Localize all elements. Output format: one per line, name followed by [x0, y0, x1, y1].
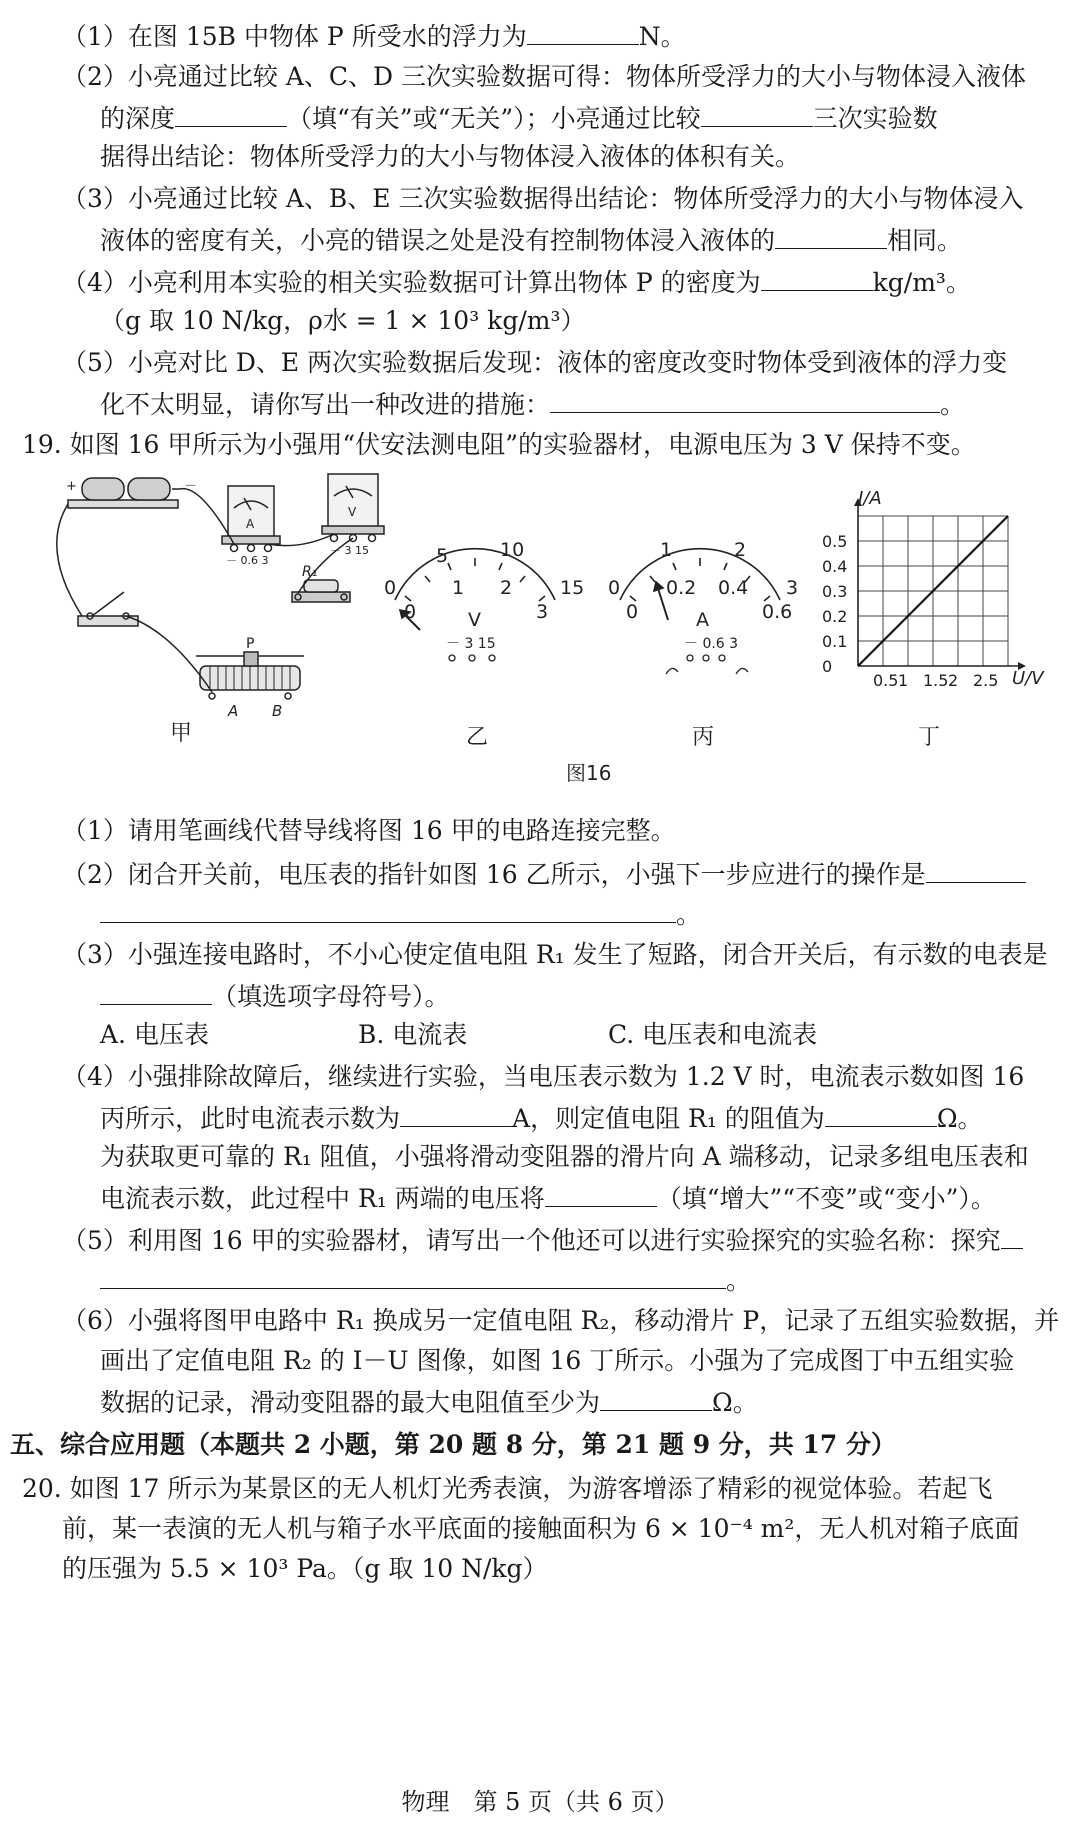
voltmeter-letter: V — [348, 505, 357, 519]
a-bot-02: 0.2 — [666, 577, 697, 599]
answer-blank[interactable] — [400, 1104, 512, 1127]
answer-blank[interactable] — [1001, 1226, 1023, 1249]
label-jia: 甲 — [170, 721, 193, 746]
q18-sub5-line2: 化不太明显，请你写出一种改进的措施： 。 — [100, 390, 966, 419]
answer-blank[interactable] — [100, 982, 212, 1005]
switch — [78, 592, 138, 626]
q18-sub4-line2: （g 取 10 N/kg，ρ水 = 1 × 10³ kg/m³） — [100, 306, 586, 335]
a-terminals: － 0.6 3 — [684, 636, 739, 652]
v-top-10: 10 — [500, 539, 525, 561]
battery-minus: － — [184, 479, 198, 494]
a-unit: A — [696, 609, 709, 631]
ammeter-letter: A — [246, 517, 255, 531]
answer-blank[interactable] — [775, 226, 887, 249]
q19-sub3-line2: （填选项字母符号）。 — [100, 982, 450, 1009]
q19-sub6-line3: 数据的记录，滑动变阻器的最大电阻值至少为 Ω。 — [100, 1388, 758, 1417]
label-bing: 丙 — [692, 725, 715, 750]
end-b-label: B — [272, 702, 283, 720]
y-tick-label: 0 — [822, 657, 833, 676]
answer-blank[interactable] — [701, 104, 813, 127]
answer-blank[interactable] — [761, 268, 873, 291]
voltmeter-terminals: － 3 15 — [330, 544, 369, 557]
figure-ding-chart — [822, 498, 1026, 690]
label-yi: 乙 — [466, 725, 489, 750]
chart-xlabel: U/V — [1012, 668, 1044, 689]
a-bot-04: 0.4 — [718, 577, 749, 599]
answer-blank[interactable] — [527, 22, 639, 45]
q19-sub6-line1: （6）小强将图甲电路中 R₁ 换成另一定值电阻 R₂，移动滑片 P，记录了五组实验数据，并 — [62, 1306, 1060, 1335]
q19-sub1: （1）请用笔画线代替导线将图 16 甲的电路连接完整。 — [62, 816, 676, 845]
figure-16 — [0, 470, 1080, 810]
q19-sub4-line1: （4）小强排除故障后，继续进行实验，当电压表示数为 1.2 V 时，电流表示数如图 16 — [62, 1062, 1025, 1091]
a-top-3: 3 — [786, 577, 799, 599]
rheostat — [196, 652, 304, 699]
answer-blank[interactable] — [100, 900, 676, 923]
a-terminal-dots — [666, 655, 748, 674]
label-ding: 丁 — [918, 725, 941, 750]
v-bot-3: 3 — [536, 601, 549, 623]
answer-blank[interactable] — [825, 1104, 937, 1127]
figure-caption: 图16 — [566, 761, 612, 785]
resistor-r1 — [292, 580, 350, 602]
answer-blank[interactable] — [926, 860, 1026, 883]
q18-sub3-line1: （3）小亮通过比较 A、B、E 三次实验数据得出结论：物体所受浮力的大小与物体浸入 — [62, 184, 1024, 213]
a-bot-0: 0 — [626, 601, 639, 623]
y-tick-label: 0.5 — [822, 532, 848, 551]
x-tick-label: 0.5 — [873, 671, 899, 690]
q19-stem: 19. 如图 16 甲所示为小强用“伏安法测电阻”的实验器材，电源电压为 3 V 保持不变。 — [22, 430, 976, 459]
end-a-label: A — [228, 702, 239, 720]
a-top-2: 2 — [734, 539, 747, 561]
figure-jia — [57, 474, 384, 720]
q19-sub5-line1: （5）利用图 16 甲的实验器材，请写出一个他还可以进行实验探究的实验名称：探究 — [62, 1226, 1023, 1253]
v-top-0: 0 — [384, 577, 397, 599]
q18-sub4-line1: （4）小亮利用本实验的相关实验数据可计算出物体 P 的密度为 kg/m³。 — [62, 268, 971, 297]
q19-sub4-line4: 电流表示数，此过程中 R₁ 两端的电压将 （填“增大”“不变”或“变小”）。 — [100, 1184, 996, 1213]
q19-sub4-line3: 为获取更可靠的 R₁ 阻值，小强将滑动变阻器的滑片向 A 端移动，记录多组电压表和 — [100, 1142, 1029, 1171]
answer-blank[interactable] — [175, 104, 287, 127]
answer-blank[interactable] — [550, 390, 940, 413]
q20-line1: 20. 如图 17 所示为某景区的无人机灯光秀表演，为游客增添了精彩的视觉体验。若起飞 — [22, 1474, 993, 1503]
ammeter-terminals: － 0.6 3 — [226, 554, 269, 567]
v-top-15: 15 — [560, 577, 585, 599]
chart-ylabel: I/A — [858, 488, 882, 509]
q19-option-a: A. 电压表 — [100, 1020, 209, 1049]
slider-label: P — [246, 636, 255, 652]
answer-blank[interactable] — [545, 1184, 657, 1207]
battery-pack — [68, 478, 180, 508]
q20-line2: 前，某一表演的无人机与箱子水平底面的接触面积为 6 × 10⁻⁴ m²，无人机对箱子底面 — [62, 1514, 1020, 1543]
q18-sub2-line3: 据得出结论：物体所受浮力的大小与物体浸入液体的体积有关。 — [100, 142, 801, 171]
y-tick-label: 0.4 — [822, 557, 848, 576]
q19-sub6-line2: 画出了定值电阻 R₂ 的 I－U 图像，如图 16 丁所示。小强为了完成图丁中五组实验 — [100, 1346, 1015, 1375]
v-unit: V — [468, 609, 481, 631]
v-bot-0: 0 — [404, 601, 417, 623]
q18-sub5-line1: （5）小亮对比 D、E 两次实验数据后发现：液体的密度改变时物体受到液体的浮力变 — [62, 348, 1008, 377]
x-tick-label: 2.5 — [973, 671, 999, 690]
q19-sub2-line2: 。 — [100, 900, 701, 927]
q19-sub2-line1: （2）闭合开关前，电压表的指针如图 16 乙所示，小强下一步应进行的操作是 — [62, 860, 1026, 887]
y-tick-label: 0.2 — [822, 607, 848, 626]
answer-blank[interactable] — [600, 1388, 712, 1411]
v-terminal-dots — [449, 655, 495, 661]
x-tick-label: 1.5 — [923, 671, 949, 690]
v-bot-2: 2 — [500, 577, 513, 599]
resistor-label: R₁ — [302, 564, 318, 580]
battery-plus: + — [66, 479, 77, 494]
wire — [126, 616, 212, 692]
q20-line3: 的压强为 5.5 × 10³ Pa。（g 取 10 N/kg） — [62, 1554, 548, 1583]
q19-sub3-line1: （3）小强连接电路时，不小心使定值电阻 R₁ 发生了短路，闭合开关后，有示数的电表是 — [62, 940, 1048, 969]
a-top-1: 1 — [660, 539, 673, 561]
y-tick-label: 0.3 — [822, 582, 848, 601]
v-bot-1: 1 — [452, 577, 465, 599]
q18-sub2-line2: 的深度 （填“有关”或“无关”）；小亮通过比较 三次实验数 — [100, 104, 938, 133]
v-terminals: － 3 15 — [446, 636, 496, 652]
q19-option-b: B. 电流表 — [358, 1020, 468, 1049]
x-tick-label: 1 — [898, 671, 909, 690]
q19-sub5-line2: 。 — [100, 1266, 751, 1293]
a-top-0: 0 — [608, 577, 621, 599]
q18-sub3-line2: 液体的密度有关，小亮的错误之处是没有控制物体浸入液体的 相同。 — [100, 226, 963, 255]
a-bot-06: 0.6 — [762, 601, 793, 623]
page-footer: 物理 第 5 页（共 6 页） — [401, 1788, 679, 1816]
section-5-heading: 五、综合应用题（本题共 2 小题，第 20 题 8 分，第 21 题 9 分，共 17 分） — [10, 1430, 897, 1459]
x-tick-label: 2 — [948, 671, 959, 690]
q18-sub1: （1）在图 15B 中物体 P 所受水的浮力为 N。 — [62, 22, 686, 51]
y-tick-label: 0.1 — [822, 632, 848, 651]
wire — [57, 504, 82, 616]
q19-option-c: C. 电压表和电流表 — [608, 1020, 818, 1049]
q19-sub4-line2: 丙所示，此时电流表示数为 A，则定值电阻 R₁ 的阻值为 Ω。 — [100, 1104, 983, 1133]
answer-blank[interactable] — [100, 1266, 726, 1289]
q18-sub2-line1: （2）小亮通过比较 A、C、D 三次实验数据可得：物体所受浮力的大小与物体浸入液体 — [62, 62, 1027, 91]
v-top-5: 5 — [436, 545, 449, 567]
